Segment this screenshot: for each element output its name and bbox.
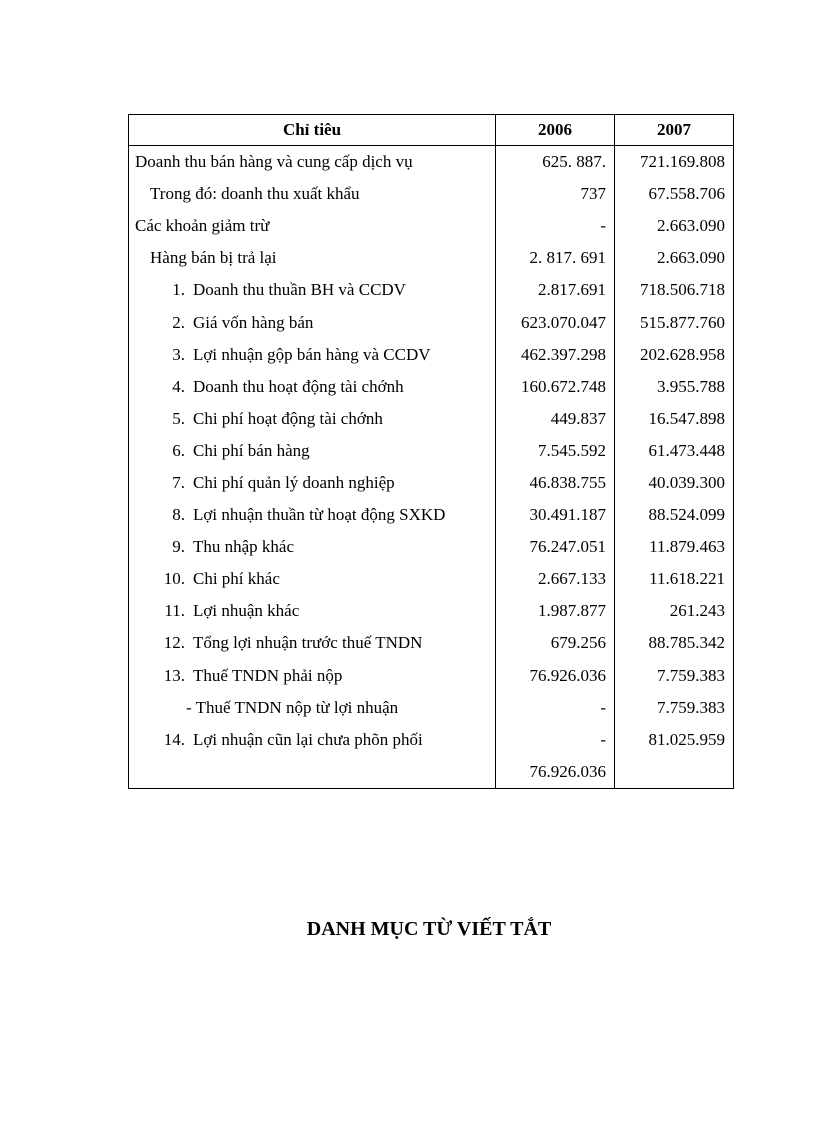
row-label-text: Chi phí bán hàng xyxy=(193,440,310,460)
item-number: 1. xyxy=(172,280,185,300)
row-label-text: Lợi nhuận gộp bán hàng và CCDV xyxy=(193,344,431,364)
row-label-text: Lợi nhuận thuần từ hoạt động SXKD xyxy=(193,505,446,525)
row-label-text: - Thuế TNDN nộp từ lợi nhuận xyxy=(186,697,399,717)
value-2007: 261.243 xyxy=(615,595,734,627)
row-label xyxy=(129,467,496,499)
row-label xyxy=(129,660,496,692)
row-label xyxy=(129,242,496,274)
value-2007 xyxy=(615,756,734,789)
table-row xyxy=(129,339,734,371)
value-2006: 2.667.133 xyxy=(496,563,615,595)
table-row xyxy=(129,627,734,659)
value-2007: 61.473.448 xyxy=(615,435,734,467)
value-2007: 2.663.090 xyxy=(615,210,734,242)
value-2007: 88.524.099 xyxy=(615,499,734,531)
row-label xyxy=(129,178,496,210)
row-label xyxy=(129,403,496,435)
row-label xyxy=(129,563,496,595)
value-2006: 2.817.691 xyxy=(496,274,615,306)
table-row xyxy=(129,435,734,467)
table-header-row xyxy=(129,115,734,146)
value-2007: 11.618.221 xyxy=(615,563,734,595)
header-year-2007: 2007 xyxy=(615,115,734,146)
item-number: 8. xyxy=(172,505,185,525)
row-label-text: Lợi nhuận khác xyxy=(193,601,300,621)
value-2006: 76.926.036 xyxy=(496,660,615,692)
table-row xyxy=(129,178,734,210)
value-2007: 7.759.383 xyxy=(615,692,734,724)
row-label-text: Chi phí quản lý doanh nghiệp xyxy=(193,472,395,492)
table-row xyxy=(129,724,734,756)
value-2007: 88.785.342 xyxy=(615,627,734,659)
row-label-text: Hàng bán bị trả lại xyxy=(150,248,277,268)
row-label-text: Các khoản giảm trừ xyxy=(135,216,270,236)
row-label-text: Doanh thu bán hàng và cung cấp dịch vụ xyxy=(135,152,413,172)
value-2007: 718.506.718 xyxy=(615,274,734,306)
value-2007: 2.663.090 xyxy=(615,242,734,274)
table-row xyxy=(129,499,734,531)
row-label xyxy=(129,531,496,563)
item-number: 12. xyxy=(163,633,185,653)
value-2006: 76.926.036 xyxy=(496,756,615,789)
row-label-text: Thu nhập khác xyxy=(193,537,295,557)
value-2007: 721.169.808 xyxy=(615,146,734,179)
row-label xyxy=(129,371,496,403)
row-label-text: Chi phí khác xyxy=(193,569,280,589)
value-2006: 30.491.187 xyxy=(496,499,615,531)
item-number: 14. xyxy=(163,729,185,749)
value-2006: 623.070.047 xyxy=(496,306,615,338)
item-number: 5. xyxy=(172,408,185,428)
row-label xyxy=(129,724,496,756)
header-indicator: Chỉ tiêu xyxy=(129,115,496,146)
row-label xyxy=(129,274,496,306)
table-row xyxy=(129,563,734,595)
value-2006: 625. 887. xyxy=(496,146,615,179)
value-2007: 40.039.300 xyxy=(615,467,734,499)
table-row xyxy=(129,531,734,563)
row-label-text: Doanh thu thuần BH và CCDV xyxy=(193,280,406,300)
value-2006: 1.987.877 xyxy=(496,595,615,627)
value-2006: - xyxy=(496,724,615,756)
value-2006: - xyxy=(496,210,615,242)
value-2007: 67.558.706 xyxy=(615,178,734,210)
item-number: 4. xyxy=(172,376,185,396)
table-row xyxy=(129,371,734,403)
row-label xyxy=(129,692,496,724)
value-2006: 7.545.592 xyxy=(496,435,615,467)
value-2007: 515.877.760 xyxy=(615,306,734,338)
header-year-2006: 2006 xyxy=(496,115,615,146)
row-label xyxy=(129,499,496,531)
row-label xyxy=(129,595,496,627)
table-row xyxy=(129,660,734,692)
row-label xyxy=(129,627,496,659)
item-number: 2. xyxy=(172,312,185,332)
table-row xyxy=(129,210,734,242)
item-number: 13. xyxy=(163,665,185,685)
value-2006: 679.256 xyxy=(496,627,615,659)
value-2007: 202.628.958 xyxy=(615,339,734,371)
row-label-text: Chi phí hoạt động tài chớnh xyxy=(193,408,383,428)
table-row xyxy=(129,146,734,179)
table-row xyxy=(129,274,734,306)
item-number: 11. xyxy=(164,601,185,621)
row-label-text: Thuế TNDN phải nộp xyxy=(193,665,343,685)
row-label xyxy=(129,339,496,371)
value-2007: 81.025.959 xyxy=(615,724,734,756)
table-row xyxy=(129,242,734,274)
row-label xyxy=(129,306,496,338)
row-label-text: Tổng lợi nhuận trước thuế TNDN xyxy=(193,633,423,653)
value-2006: 449.837 xyxy=(496,403,615,435)
row-label-text: Giá vốn hàng bán xyxy=(193,312,314,332)
value-2007: 16.547.898 xyxy=(615,403,734,435)
table-row xyxy=(129,756,734,789)
row-label xyxy=(129,210,496,242)
row-label-text: Lợi nhuận cũn lại chưa phõn phối xyxy=(193,729,423,749)
table-row xyxy=(129,306,734,338)
value-2006: 2. 817. 691 xyxy=(496,242,615,274)
item-number: 6. xyxy=(172,440,185,460)
value-2006: - xyxy=(496,692,615,724)
value-2007: 7.759.383 xyxy=(615,660,734,692)
row-label xyxy=(129,146,496,179)
value-2006: 737 xyxy=(496,178,615,210)
row-label xyxy=(129,435,496,467)
financial-report-table xyxy=(128,114,734,789)
value-2006: 160.672.748 xyxy=(496,371,615,403)
item-number: 7. xyxy=(172,472,185,492)
table-row xyxy=(129,403,734,435)
row-label-text: Doanh thu hoạt động tài chớnh xyxy=(193,376,404,396)
item-number: 3. xyxy=(172,344,185,364)
table-row xyxy=(129,692,734,724)
value-2007: 3.955.788 xyxy=(615,371,734,403)
value-2006: 46.838.755 xyxy=(496,467,615,499)
row-label xyxy=(129,756,496,789)
value-2006: 462.397.298 xyxy=(496,339,615,371)
item-number: 10. xyxy=(163,569,185,589)
item-number: 9. xyxy=(172,537,185,557)
abbreviations-heading: DANH MỤC TỪ VIẾT TẮT xyxy=(306,918,552,940)
table-row xyxy=(129,595,734,627)
value-2007: 11.879.463 xyxy=(615,531,734,563)
table-row xyxy=(129,467,734,499)
row-label-text: Trong đó: doanh thu xuất khẩu xyxy=(150,184,360,204)
value-2006: 76.247.051 xyxy=(496,531,615,563)
